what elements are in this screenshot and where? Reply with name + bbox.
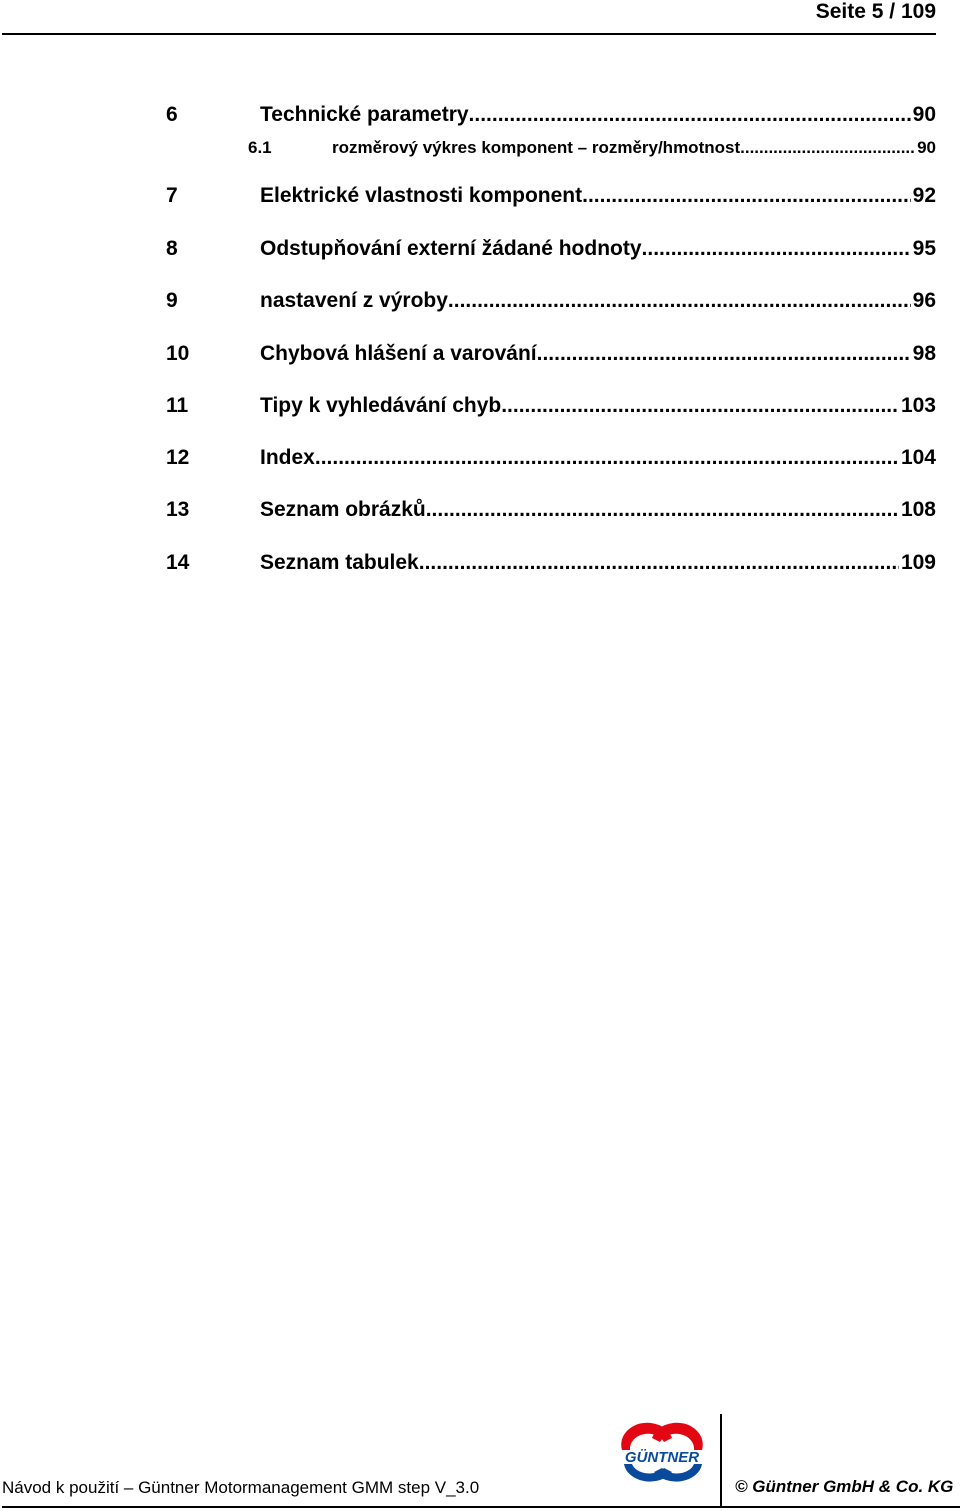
toc-entry-title: Odstupňování externí žádané hodnoty xyxy=(260,237,642,260)
page-header xyxy=(0,0,960,36)
toc-entry-page: 109 xyxy=(900,551,936,574)
toc-entry-page: 90 xyxy=(912,103,936,126)
toc-leader-dots xyxy=(582,183,911,209)
toc-entry[interactable] xyxy=(166,288,936,314)
toc-entry[interactable] xyxy=(166,183,936,209)
page-number: Seite 5 / 109 xyxy=(815,0,936,23)
toc-entry-title: rozměrový výkres komponent – rozměry/hmotnost xyxy=(332,138,741,157)
toc-leader-dots xyxy=(537,341,911,367)
toc-entry-page: 92 xyxy=(912,184,936,207)
toc-entry-number: 11 xyxy=(166,394,189,417)
page-footer xyxy=(0,1410,960,1511)
toc-entry-number: 6.1 xyxy=(248,138,272,157)
toc-leader-dots xyxy=(426,497,899,523)
toc-leader-dots xyxy=(419,550,899,576)
toc-entry-number: 6 xyxy=(166,103,178,126)
toc-entry[interactable] xyxy=(166,236,936,262)
toc-entry-number: 13 xyxy=(166,498,190,521)
toc-entry-title: Seznam obrázků xyxy=(260,498,426,521)
document-title: Návod k použití – Güntner Motormanagement GMM step V_3.0 xyxy=(2,1478,480,1497)
toc-entry-page: 90 xyxy=(917,138,936,157)
toc-entry[interactable] xyxy=(166,341,936,367)
toc-entry-title: Index xyxy=(260,446,315,469)
toc-entry[interactable] xyxy=(166,550,936,576)
toc-leader-dots xyxy=(315,445,899,471)
footer-divider xyxy=(2,1506,960,1508)
toc-entry-title: Tipy k vyhledávání chyb xyxy=(260,394,502,417)
toc-entry-number: 10 xyxy=(166,342,190,365)
toc-entry-title: Technické parametry xyxy=(260,103,469,126)
toc-entry-number: 14 xyxy=(166,551,190,574)
toc-entry-page: 104 xyxy=(900,446,936,469)
toc-leader-dots xyxy=(448,288,911,314)
toc-entry[interactable] xyxy=(166,393,936,419)
toc-entry-title: Elektrické vlastnosti komponent xyxy=(260,184,583,207)
toc-entry-page: 96 xyxy=(912,289,936,312)
toc-entry-number: 9 xyxy=(166,289,178,312)
toc-entry[interactable] xyxy=(166,102,936,128)
toc-subentry[interactable] xyxy=(166,135,936,161)
toc-entry-number: 8 xyxy=(166,237,178,260)
copyright: © Güntner GmbH & Co. KG xyxy=(735,1477,954,1496)
toc-entry-number: 12 xyxy=(166,446,190,469)
toc-entry-page: 108 xyxy=(900,498,936,521)
toc-entry-title: Seznam tabulek xyxy=(260,551,419,574)
toc-entry-number: 7 xyxy=(166,184,178,207)
guntner-logo xyxy=(614,1420,710,1486)
toc-leader-dots xyxy=(740,135,915,161)
toc-leader-dots xyxy=(642,236,911,262)
header-divider xyxy=(2,33,936,35)
toc-entry-page: 95 xyxy=(912,237,936,260)
toc-entry[interactable] xyxy=(166,445,936,471)
toc-leader-dots xyxy=(469,102,911,128)
toc-entry-title: Chybová hlášení a varování xyxy=(260,342,537,365)
footer-vertical-divider xyxy=(720,1414,722,1507)
toc-entry[interactable] xyxy=(166,497,936,523)
toc-leader-dots xyxy=(501,393,899,419)
toc-entry-page: 103 xyxy=(900,394,936,417)
toc-entry-page: 98 xyxy=(912,342,936,365)
toc-entry-title: nastavení z výroby xyxy=(260,289,448,312)
logo-wordmark: GÜNTNER xyxy=(624,1449,700,1466)
